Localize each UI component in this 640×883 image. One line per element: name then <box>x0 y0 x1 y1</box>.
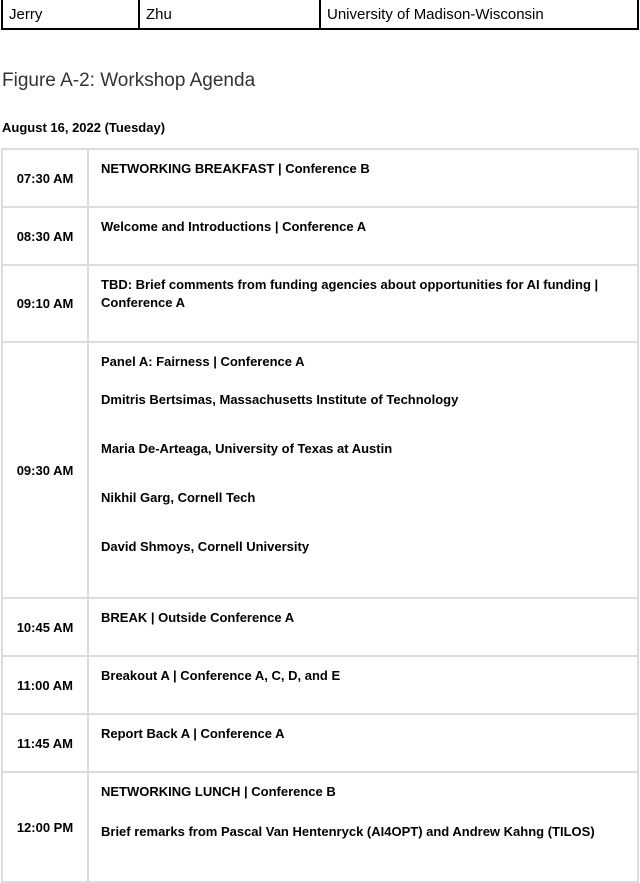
agenda-time: 07:30 AM <box>2 149 88 207</box>
agenda-line: Brief remarks from Pascal Van Hentenryck (AI4OPT) and Andrew Kahng (TILOS) <box>101 824 595 839</box>
agenda-line: TBD: Brief comments from funding agencies about opportunities for AI funding | <box>101 277 599 292</box>
panel-title: Panel A: Fairness | Conference A <box>101 354 305 369</box>
agenda-row <box>2 207 638 265</box>
agenda-time: 11:45 AM <box>2 714 88 772</box>
panelist: David Shmoys, Cornell University <box>101 539 310 554</box>
agenda-date: August 16, 2022 (Tuesday) <box>2 120 166 135</box>
agenda-description <box>88 656 638 714</box>
agenda-row <box>2 342 638 598</box>
last-name-cell: Zhu <box>139 0 320 29</box>
agenda-table <box>1 148 639 883</box>
agenda-line: Report Back A | Conference A <box>101 726 285 741</box>
agenda-row <box>2 265 638 342</box>
affiliation-cell: University of Madison-Wisconsin <box>320 0 638 29</box>
agenda-description <box>88 714 638 772</box>
agenda-row <box>2 656 638 714</box>
agenda-description <box>88 598 638 656</box>
agenda-row <box>2 149 638 207</box>
figure-title: Figure A-2: Workshop Agenda <box>2 70 256 91</box>
agenda-line: Welcome and Introductions | Conference A <box>101 219 367 234</box>
panelist: Maria De-Arteaga, University of Texas at Austin <box>101 441 393 456</box>
panelist: Nikhil Garg, Cornell Tech <box>101 490 256 505</box>
agenda-line: NETWORKING BREAKFAST | Conference B <box>101 161 370 176</box>
agenda-time: 12:00 PM <box>2 772 88 882</box>
agenda-description <box>88 207 638 265</box>
agenda-time: 09:30 AM <box>2 342 88 598</box>
agenda-description <box>88 149 638 207</box>
agenda-row <box>2 714 638 772</box>
agenda-line: BREAK | Outside Conference A <box>101 610 295 625</box>
first-name-cell: Jerry <box>2 0 139 29</box>
panelist: Dmitris Bertsimas, Massachusetts Institute of Technology <box>101 392 459 407</box>
agenda-time: 10:45 AM <box>2 598 88 656</box>
agenda-description <box>88 265 638 342</box>
agenda-time: 11:00 AM <box>2 656 88 714</box>
agenda-description <box>88 342 638 598</box>
agenda-line: NETWORKING LUNCH | Conference B <box>101 784 336 799</box>
agenda-row <box>2 772 638 882</box>
agenda-line: Conference A <box>101 295 186 310</box>
agenda-description <box>88 772 638 882</box>
agenda-time: 09:10 AM <box>2 265 88 342</box>
agenda-time: 08:30 AM <box>2 207 88 265</box>
agenda-row <box>2 598 638 656</box>
participant-table-row <box>1 0 639 30</box>
agenda-line: Breakout A | Conference A, C, D, and E <box>101 668 341 683</box>
